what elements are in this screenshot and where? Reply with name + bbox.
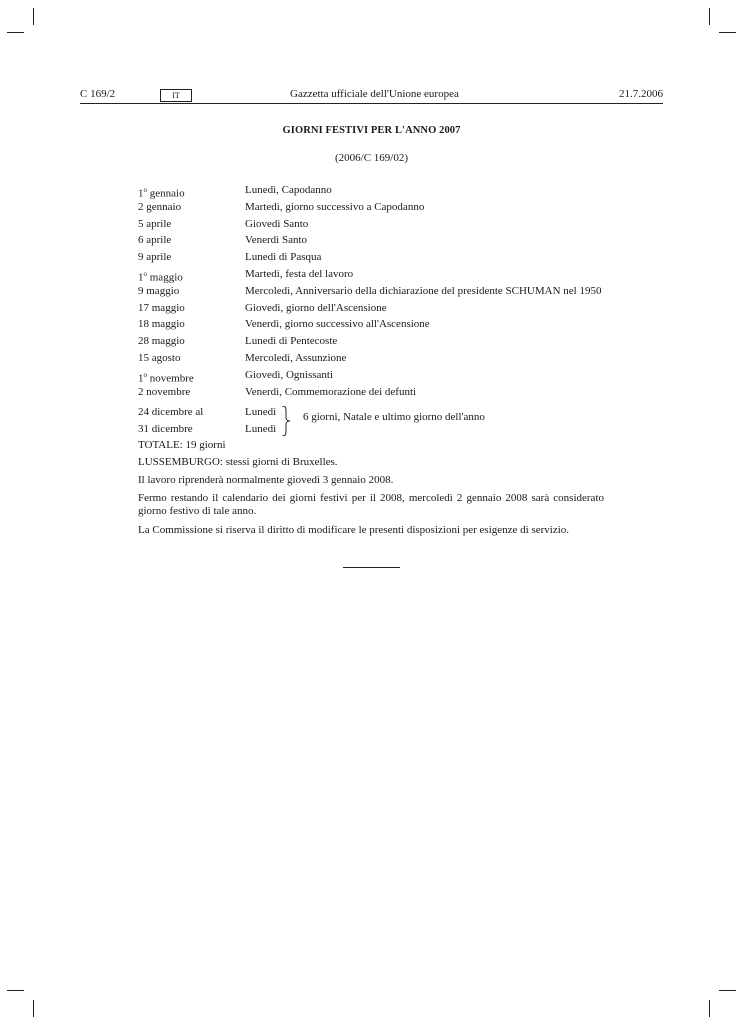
holiday-date: 18 maggio — [138, 318, 185, 331]
holiday-date: 31 dicembre — [138, 423, 193, 435]
holiday-row — [138, 367, 658, 384]
holiday-description: Giovedì, Ognissanti — [245, 368, 333, 381]
holiday-row — [138, 350, 658, 367]
resume-paragraph: Il lavoro riprenderà normalmente giovedì 3 gennaio 2008. — [138, 474, 394, 486]
holiday-row — [138, 333, 658, 350]
holiday-date: 9 aprile — [138, 251, 172, 264]
page-number: C 169/2 — [80, 88, 116, 100]
holiday-date: 15 agosto — [138, 351, 181, 364]
holiday-row — [138, 384, 658, 401]
document-reference: (2006/C 169/02) — [334, 152, 409, 164]
running-header — [80, 87, 663, 104]
journal-title: Gazzetta ufficiale dell'Unione europea — [290, 88, 459, 100]
totals — [138, 437, 338, 471]
holiday-description: Venerdì, Commemorazione dei defunti — [245, 385, 417, 398]
holiday-weekday: Lunedì — [245, 423, 277, 435]
crop-mark — [7, 990, 24, 991]
crop-mark — [7, 32, 24, 33]
holiday-description: Giovedì Santo — [245, 217, 309, 230]
holiday-row — [138, 266, 658, 283]
holiday-description: Martedì, giorno successivo a Capodanno — [245, 200, 425, 213]
crop-mark — [719, 32, 736, 33]
holiday-date: 9 maggio — [138, 284, 180, 297]
holiday-description: Mercoledì, Assunzione — [245, 351, 347, 364]
crop-mark — [709, 8, 710, 25]
holiday-description: Lunedì, Capodanno — [245, 184, 332, 196]
end-divider — [343, 567, 400, 568]
holiday-date: 1$^o$ novembre — [138, 370, 194, 385]
luxembourg-note: LUSSEMBURGO: stessi giorni di Bruxelles. — [138, 455, 338, 468]
crop-mark — [709, 1000, 710, 1017]
holiday-list — [138, 182, 658, 400]
holiday-description: Giovedì, giorno dell'Ascensione — [245, 301, 387, 314]
reservation-paragraph: La Commissione si riserva il diritto di modificare le presenti disposizioni per esigenze di servizio. — [138, 524, 570, 536]
total-days: TOTALE: 19 giorni — [138, 439, 226, 451]
holiday-weekday: Lunedì — [245, 406, 277, 418]
holiday-description: Lunedì di Pasqua — [245, 251, 322, 264]
language-badge: IT — [160, 89, 192, 102]
holiday-row — [138, 232, 658, 249]
calendar-2008-paragraph: Fermo restando il calendario dei giorni festivi per il 2008, mercoledì 2 gennaio 2008 sarà considerato giorno festivo di tale anno. — [138, 492, 604, 517]
holiday-row — [138, 216, 658, 233]
christmas-note: 6 giorni, Natale e ultimo giorno dell'anno — [303, 411, 485, 423]
holiday-row — [138, 283, 658, 300]
holiday-row — [138, 182, 658, 199]
holiday-date: 2 novembre — [138, 385, 191, 398]
holiday-date: 1$^o$ maggio — [138, 269, 183, 284]
holiday-description: Venerdì, giorno successivo all'Ascensione — [245, 318, 430, 331]
holiday-date: 2 gennaio — [138, 200, 182, 213]
holiday-row — [138, 249, 658, 266]
crop-mark — [33, 1000, 34, 1017]
holiday-date: 28 maggio — [138, 335, 185, 348]
document-title: GIORNI FESTIVI PER L'ANNO 2007 — [282, 125, 461, 136]
holiday-date: 5 aprile — [138, 217, 172, 230]
holiday-row — [138, 199, 658, 216]
holiday-date: 6 aprile — [138, 234, 172, 247]
holiday-row — [138, 300, 658, 317]
publication-date: 21.7.2006 — [619, 88, 663, 100]
right-brace-icon — [280, 406, 292, 436]
crop-mark — [719, 990, 736, 991]
holiday-description: Mercoledì, Anniversario della dichiarazione del presidente SCHUMAN nel 1950 — [245, 284, 602, 297]
holiday-description: Martedì, festa del lavoro — [245, 267, 354, 280]
holiday-date: 1$^o$ gennaio — [138, 186, 185, 200]
holiday-row — [138, 316, 658, 333]
holiday-description: Lunedì di Pentecoste — [245, 335, 338, 348]
holiday-date: 24 dicembre al — [138, 406, 204, 418]
crop-mark — [33, 8, 34, 25]
holiday-description: Venerdì Santo — [245, 234, 308, 247]
holiday-date: 17 maggio — [138, 301, 185, 314]
